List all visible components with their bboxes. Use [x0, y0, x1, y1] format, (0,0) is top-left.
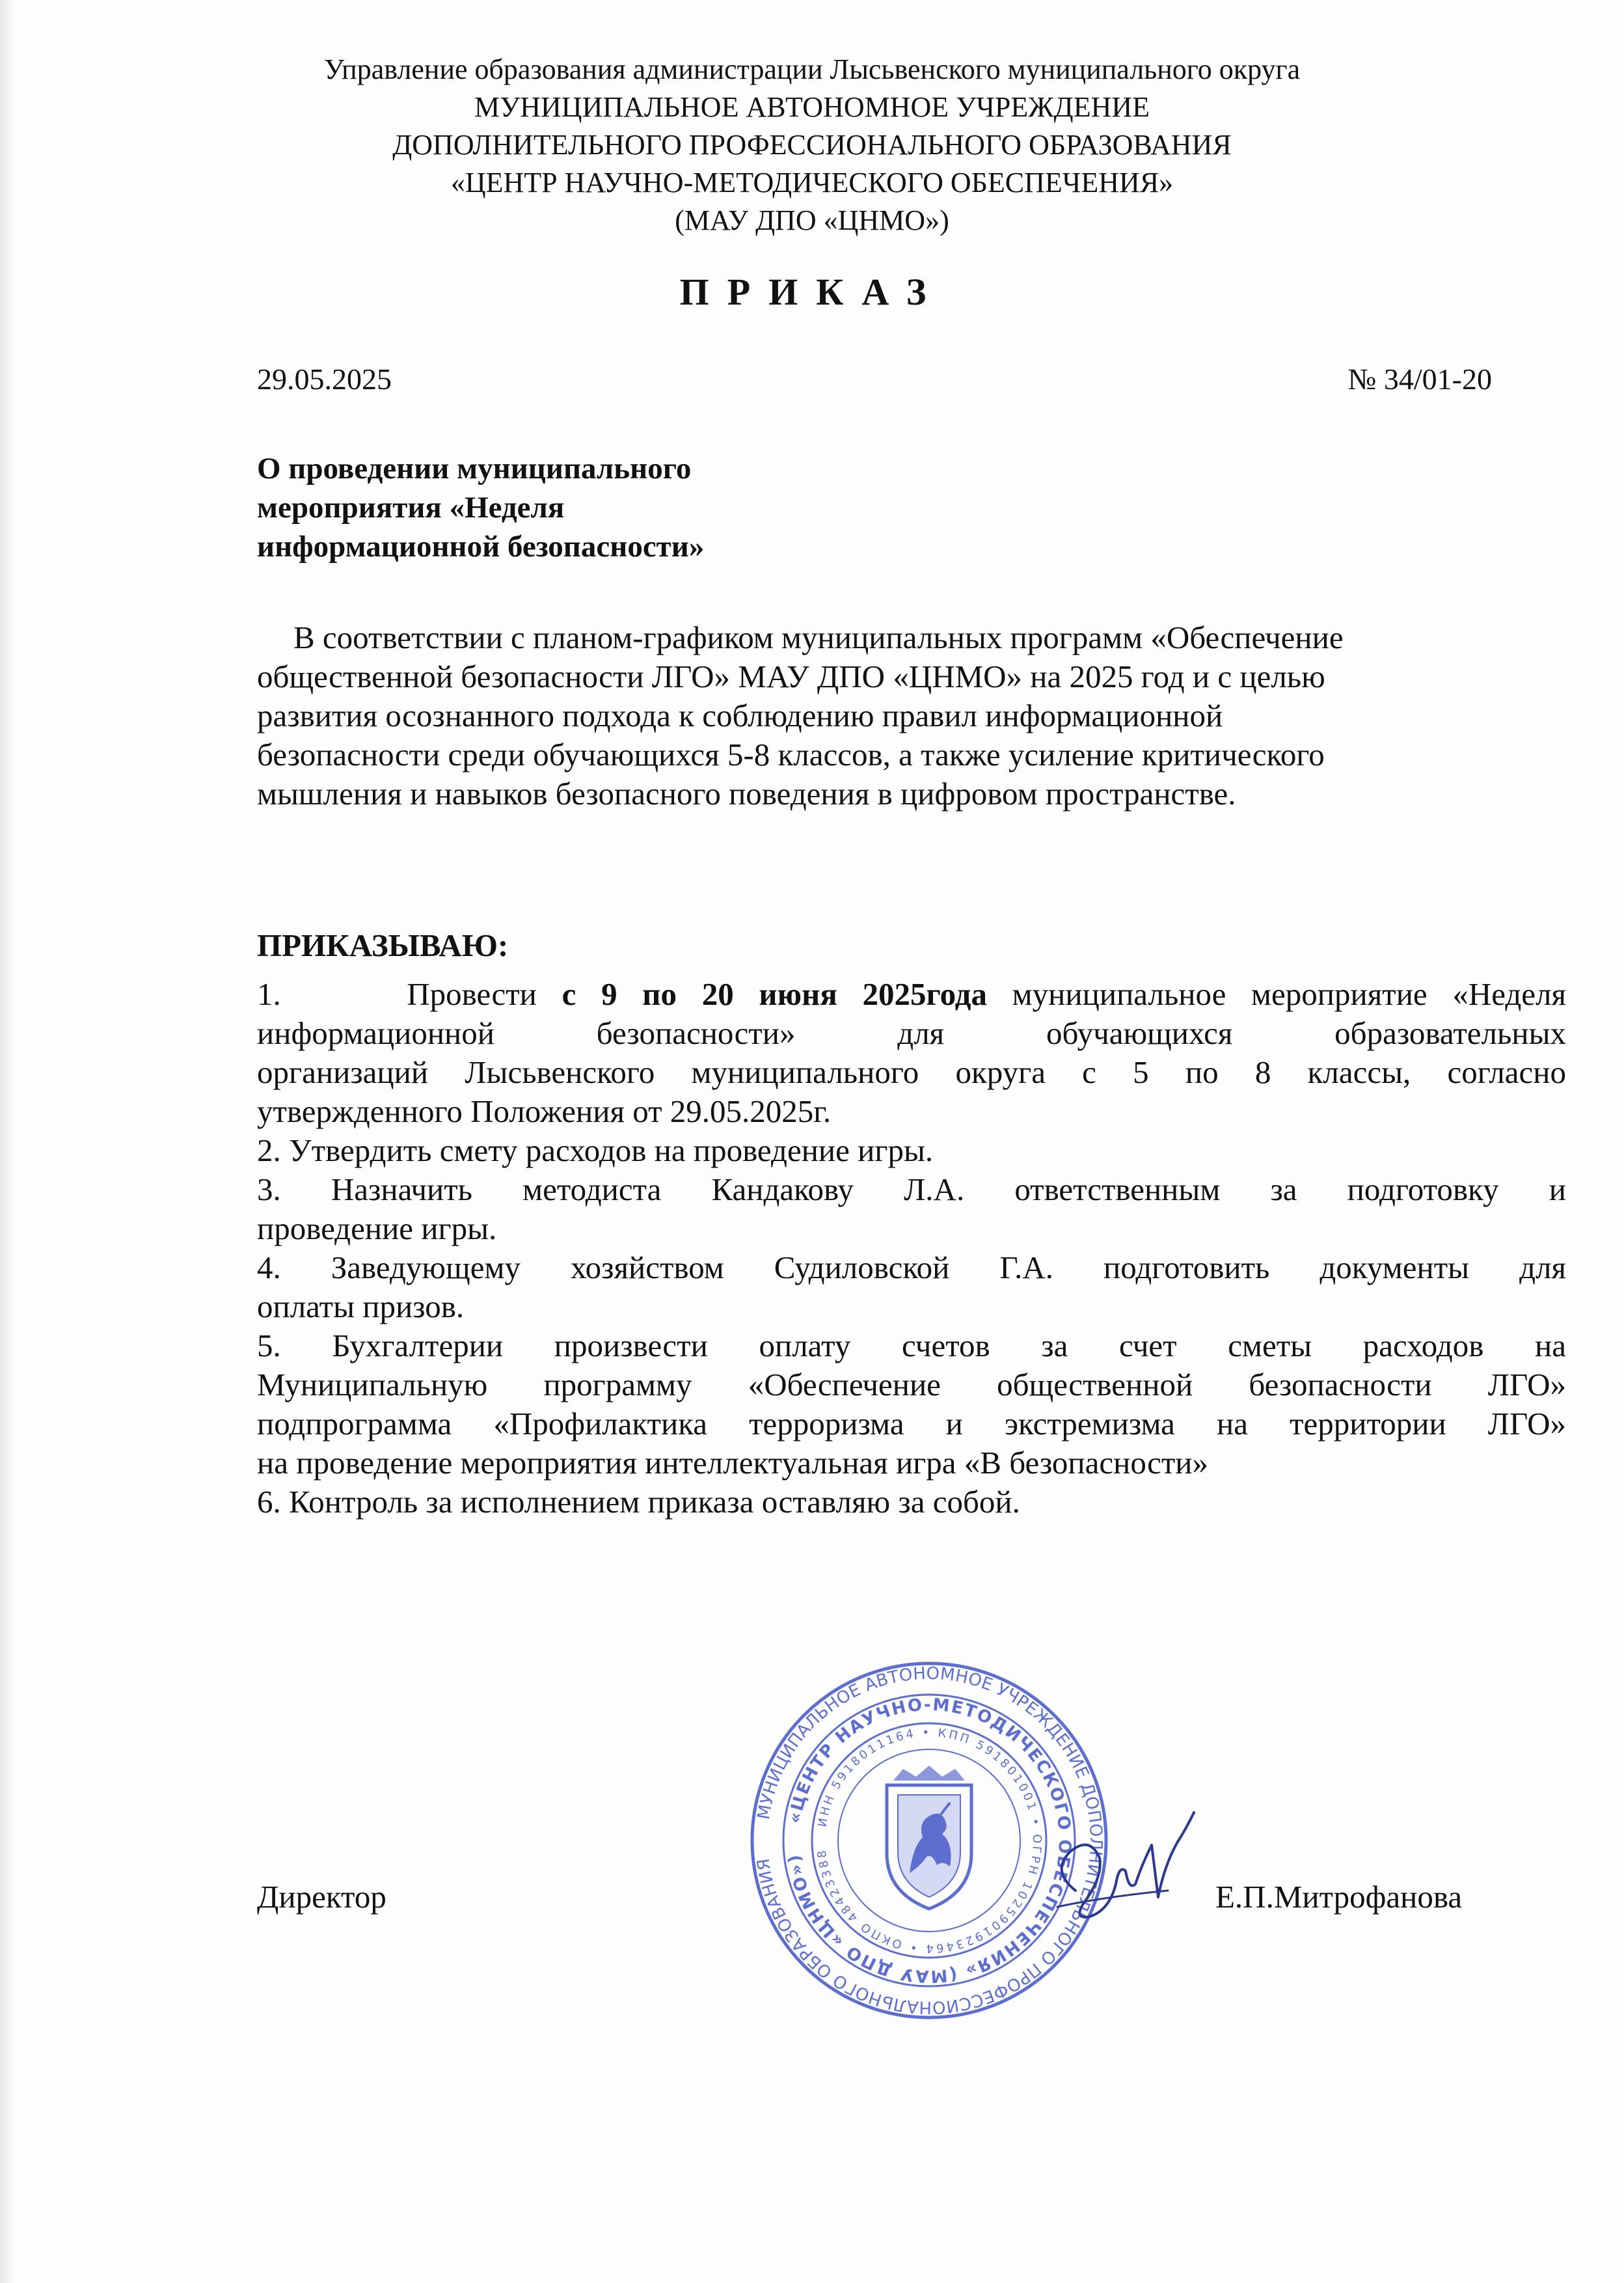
order-items-list	[257, 975, 1566, 1522]
header-line-1: Управление образования администрации Лысьвенского муниципального округа	[323, 53, 1301, 85]
stamp-outer-textpath: МУНИЦИПАЛЬНОЕ АВТОНОМНОЕ УЧРЕЖДЕНИЕ ДОПОЛНИТЕЛЬНОГО ПРОФЕССИОНАЛЬНОГО ОБРАЗОВАНИЯ	[753, 1663, 1106, 2017]
director-signature	[1038, 1793, 1207, 1943]
signatory-name: Е.П.Митрофанова	[1215, 1879, 1463, 1915]
stamp-middle-textpath: «ЦЕНТР НАУЧНО-МЕТОДИЧЕСКОГО ОБЕСПЕЧЕНИЯ» (МАУ ДПО «ЦНМО»)	[785, 1695, 1075, 1986]
header-line-5: (МАУ ДПО «ЦНМО»)	[675, 204, 949, 236]
item-3-line-2: проведение игры.	[257, 1210, 497, 1246]
item-1-dates: с 9 по 20 июня 2025года	[562, 976, 987, 1012]
order-subject	[257, 449, 704, 566]
subject-line-1: О проведении муниципального	[257, 452, 692, 485]
preamble-line-2: общественной безопасности ЛГО» МАУ ДПО «ЦНМО» на 2025 год и с целью	[257, 659, 1325, 694]
item-5-line-3: подпрограмма «Профилактика терроризма и экстремизма на территории ЛГО»	[257, 1406, 1566, 1442]
header-line-3: ДОПОЛНИТЕЛЬНОГО ПРОФЕССИОНАЛЬНОГО ОБРАЗОВАНИЯ	[392, 129, 1232, 161]
item-1-text-end: муниципальное мероприятие «Неделя	[1012, 976, 1567, 1012]
item-1-number: 1.	[257, 976, 281, 1012]
stamp-codes-textpath: ИНН 5918011164 • КПП 591801001 • ОГРН 1025901923464 • ОКПО 48423388	[815, 1725, 1044, 1956]
signatory-role: Директор	[257, 1879, 386, 1915]
item-4-line-2: оплаты призов.	[257, 1289, 465, 1324]
item-1-line-4: утвержденного Положения от 29.05.2025г.	[257, 1093, 832, 1129]
preamble-paragraph	[257, 618, 1532, 813]
preamble-line-1: В соответствии с планом-графиком муниципальных программ «Обеспечение	[293, 620, 1344, 655]
item-5-line-2: Муниципальную программу «Обеспечение общественной безопасности ЛГО»	[257, 1367, 1566, 1402]
item-3-line-1: 3. Назначить методиста Кандакову Л.А. ответственным за подготовку и	[257, 1171, 1566, 1207]
preamble-line-5: мышления и навыков безопасного поведения в цифровом пространстве.	[257, 776, 1236, 812]
header-line-2: МУНИЦИПАЛЬНОЕ АВТОНОМНОЕ УЧРЕЖДЕНИЕ	[474, 91, 1150, 123]
order-heading: ПРИКАЗЫВАЮ:	[257, 927, 509, 963]
organization-header	[0, 51, 1624, 239]
item-1-line-2: информационной безопасности» для обучающихся образовательных	[257, 1015, 1566, 1051]
header-line-4: «ЦЕНТР НАУЧНО-МЕТОДИЧЕСКОГО ОБЕСПЕЧЕНИЯ»	[450, 167, 1174, 198]
subject-line-3: информационной безопасности»	[257, 530, 705, 564]
document-title: ПРИКАЗ	[679, 271, 945, 313]
preamble-line-3: развития осознанного подхода к соблюдению правил информационной	[257, 698, 1223, 733]
subject-line-2: мероприятия «Неделя	[257, 491, 565, 525]
item-1-line-1	[257, 975, 1566, 1014]
scan-edge-shadow	[0, 0, 14, 2283]
item-5-line-1: 5. Бухгалтерии произвести оплату счетов за счет сметы расходов на	[257, 1328, 1566, 1363]
item-4-line-1: 4. Заведующему хозяйством Судиловской Г.А. подготовить документы для	[257, 1250, 1566, 1285]
item-2: 2. Утвердить смету расходов на проведение игры.	[257, 1132, 934, 1168]
order-number: № 34/01-20	[1347, 362, 1492, 396]
item-1-line-3: организаций Лысьвенского муниципального округа с 5 по 8 классы, согласно	[257, 1054, 1566, 1090]
stamp-coat-of-arms	[887, 1766, 971, 1909]
item-6: 6. Контроль за исполнением приказа оставляю за собой.	[257, 1484, 1020, 1520]
preamble-line-4: безопасности среди обучающихся 5-8 классов, а также усиление критического	[257, 737, 1325, 772]
item-1-text-start: Провести	[407, 976, 537, 1012]
order-date: 29.05.2025	[257, 362, 392, 396]
item-5-line-4: на проведение мероприятия интеллектуальная игра «В безопасности»	[257, 1445, 1208, 1481]
